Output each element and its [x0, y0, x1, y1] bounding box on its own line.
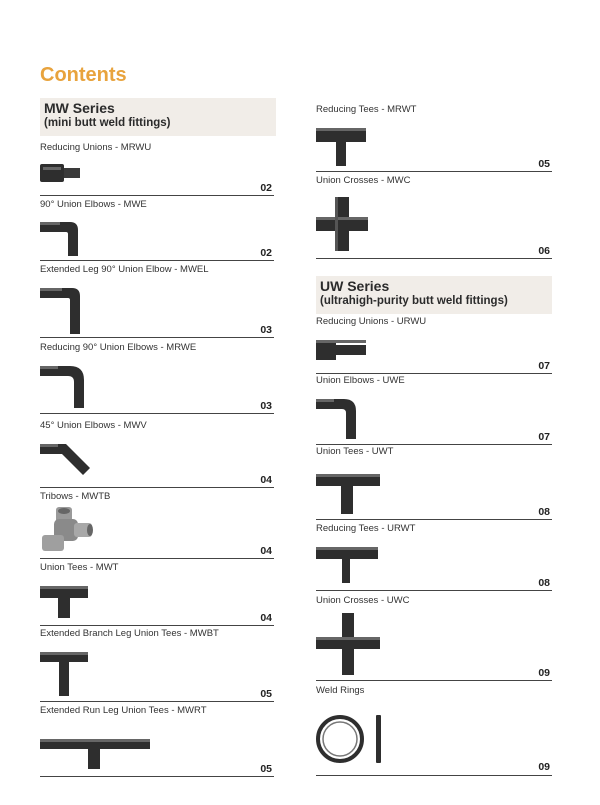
- toc-entry-mwe[interactable]: [40, 199, 274, 261]
- entry-label: Union Tees - UWT: [316, 446, 394, 457]
- reducing-tee-icon: [316, 543, 380, 585]
- entry-label: Union Crosses - UWC: [316, 595, 410, 606]
- toc-entry-mwel[interactable]: [40, 264, 274, 340]
- entry-page: 04: [260, 545, 272, 557]
- entry-page: 05: [538, 158, 550, 170]
- entry-label: Union Crosses - MWC: [316, 175, 411, 186]
- entry-rule: [316, 680, 552, 681]
- entry-page: 03: [260, 324, 272, 336]
- entry-page: 06: [538, 245, 550, 257]
- entry-page: 02: [260, 247, 272, 259]
- entry-label: Reducing Tees - URWT: [316, 523, 416, 534]
- entry-rule: [40, 558, 274, 559]
- entry-rule: [40, 776, 274, 777]
- entry-page: 02: [260, 182, 272, 194]
- tribow-icon: [40, 503, 96, 557]
- toc-entry-mwtb[interactable]: [40, 491, 274, 561]
- entry-label: Union Tees - MWT: [40, 562, 119, 573]
- entry-page: 08: [538, 506, 550, 518]
- entry-page: 05: [260, 763, 272, 775]
- entry-label: Reducing Tees - MRWT: [316, 104, 417, 115]
- toc-entry-uwe[interactable]: [316, 375, 552, 445]
- entry-label: Tribows - MWTB: [40, 491, 111, 502]
- union-cross-icon: [316, 613, 382, 677]
- uw-series-name: UW Series: [320, 278, 390, 294]
- toc-entry-mrwt[interactable]: [316, 104, 552, 174]
- 45-degree-elbow-icon: [40, 438, 96, 478]
- extended-run-tee-icon: [40, 735, 152, 771]
- reducing-tee-icon: [316, 124, 368, 168]
- toc-entry-mrwu[interactable]: [40, 142, 274, 198]
- entry-page: 03: [260, 400, 272, 412]
- toc-entry-mwt[interactable]: [40, 562, 274, 626]
- entry-rule: [316, 258, 552, 259]
- toc-entry-uwc[interactable]: [316, 595, 552, 685]
- uw-series-header: [316, 276, 552, 314]
- entry-page: 04: [260, 474, 272, 486]
- union-tee-icon: [316, 470, 382, 516]
- entry-rule: [316, 590, 552, 591]
- entry-label: Extended Run Leg Union Tees - MWRT: [40, 705, 207, 716]
- entry-label: 90° Union Elbows - MWE: [40, 199, 147, 210]
- entry-page: 08: [538, 577, 550, 589]
- entry-rule: [40, 260, 274, 261]
- mw-series-name: MW Series: [44, 100, 115, 116]
- entry-label: Weld Rings: [316, 685, 365, 696]
- reducing-union-icon: [316, 340, 368, 362]
- entry-page: 09: [538, 667, 550, 679]
- extended-branch-tee-icon: [40, 648, 90, 698]
- entry-label: Reducing Unions - MRWU: [40, 142, 152, 153]
- union-tee-icon: [40, 580, 90, 620]
- weld-ring-icon: [316, 713, 388, 767]
- reducing-union-icon: [40, 158, 90, 188]
- entry-page: 04: [260, 612, 272, 624]
- extended-elbow-icon: [40, 284, 90, 336]
- entry-page: 05: [260, 688, 272, 700]
- entry-rule: [316, 775, 552, 776]
- entry-rule: [40, 413, 274, 414]
- union-cross-icon: [316, 197, 370, 253]
- entry-rule: [40, 625, 274, 626]
- entry-rule: [40, 701, 274, 702]
- toc-entry-mwbt[interactable]: [40, 628, 274, 704]
- entry-rule: [316, 373, 552, 374]
- entry-label: Union Elbows - UWE: [316, 375, 405, 386]
- union-elbow-icon: [40, 216, 90, 258]
- entry-rule: [40, 195, 274, 196]
- page-title: Contents: [40, 64, 127, 86]
- entry-label: Extended Leg 90° Union Elbow - MWEL: [40, 264, 209, 275]
- toc-entry-mwrt[interactable]: [40, 705, 274, 779]
- entry-rule: [40, 487, 274, 488]
- toc-entry-mrwe[interactable]: [40, 342, 274, 418]
- entry-label: Extended Branch Leg Union Tees - MWBT: [40, 628, 219, 639]
- toc-entry-urwu[interactable]: [316, 316, 552, 374]
- toc-entry-uwt[interactable]: [316, 446, 552, 522]
- entry-label: 45° Union Elbows - MWV: [40, 420, 147, 431]
- entry-rule: [316, 171, 552, 172]
- reducing-elbow-icon: [40, 362, 94, 410]
- mw-series-desc: (mini butt weld fittings): [44, 117, 171, 129]
- entry-rule: [316, 519, 552, 520]
- union-elbow-icon: [316, 395, 366, 443]
- uw-series-desc: (ultrahigh-purity butt weld fittings): [320, 295, 508, 307]
- mw-series-header: [40, 98, 276, 136]
- entry-label: Reducing 90° Union Elbows - MRWE: [40, 342, 197, 353]
- entry-page: 07: [538, 431, 550, 443]
- entry-rule: [316, 444, 552, 445]
- toc-entry-mwc[interactable]: [316, 175, 552, 261]
- entry-page: 09: [538, 761, 550, 773]
- toc-entry-mwv[interactable]: [40, 420, 274, 490]
- toc-entry-weld-rings[interactable]: [316, 685, 552, 779]
- entry-rule: [40, 337, 274, 338]
- entry-label: Reducing Unions - URWU: [316, 316, 427, 327]
- entry-page: 07: [538, 360, 550, 372]
- toc-entry-urwt[interactable]: [316, 523, 552, 595]
